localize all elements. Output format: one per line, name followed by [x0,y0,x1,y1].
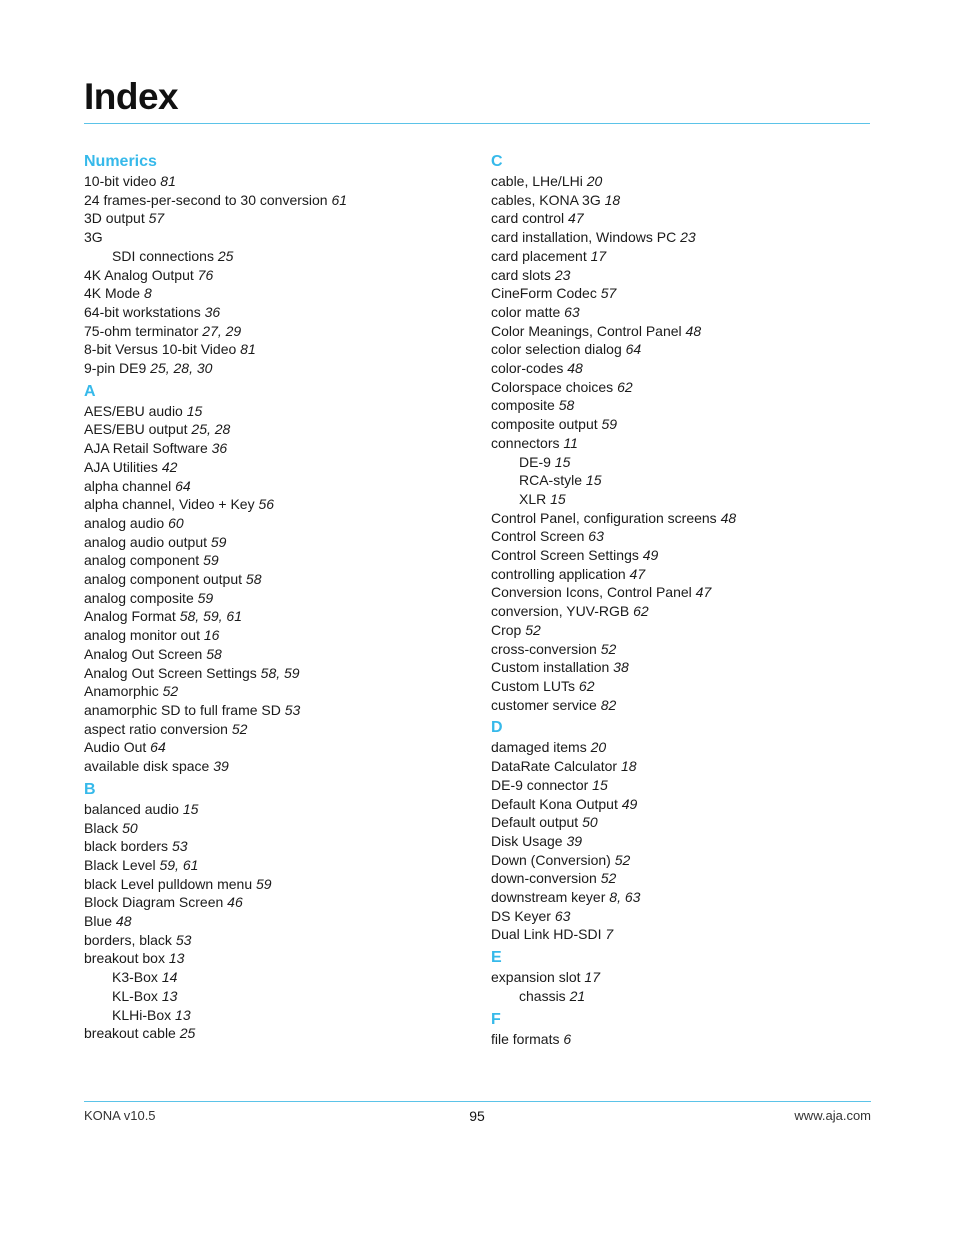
index-entry [491,757,881,776]
index-entry [491,266,881,285]
entry-pages[interactable]: 15 [592,776,608,793]
index-entry [491,228,881,247]
index-entry [491,565,881,584]
entry-pages[interactable]: 13 [168,950,185,967]
entry-pages[interactable]: 48 [115,913,132,930]
index-entry [84,266,474,285]
index-entry [84,420,474,439]
index-entry [491,527,881,546]
index-entry [491,546,881,565]
entry-term: Audio Out [84,739,147,756]
entry-term: XLR [519,490,547,507]
entry-pages[interactable]: 50 [122,819,138,836]
entry-pages[interactable]: 76 [197,266,214,283]
entry-term: downstream keyer [491,889,606,906]
entry-term: Crop [491,621,522,638]
entry-pages[interactable]: 58 [558,397,575,414]
entry-pages[interactable]: 42 [161,458,178,475]
index-entry [84,551,474,570]
index-entry [491,172,881,191]
entry-term: 10-bit video [84,173,157,189]
entry-term: Default output [491,814,579,831]
entry-term: Anamorphic [84,683,159,700]
index-entry [491,621,881,640]
index-entry [491,303,881,322]
entry-pages[interactable]: 60 [168,514,184,531]
index-entry [491,813,881,832]
index-entry [84,439,474,458]
entry-pages[interactable]: 48 [685,322,702,339]
entry-pages[interactable]: 39 [213,758,229,775]
entry-pages[interactable]: 53 [171,838,188,855]
entry-pages[interactable]: 18 [620,758,637,775]
entry-pages[interactable]: 62 [617,378,633,395]
index-entry [84,949,474,968]
entry-pages[interactable]: 63 [564,303,580,320]
index-entry [84,931,474,950]
page-title: Index [84,76,179,117]
entry-pages[interactable]: 25 [179,1025,196,1042]
page-number: 95 [469,1108,485,1124]
index-entry [491,658,881,677]
index-subentry [491,490,881,509]
index-column-right [491,151,881,1051]
entry-term: Blue [84,913,113,930]
entry-pages[interactable]: 17 [590,247,607,264]
entry-pages[interactable]: 58, 59, 61 [179,608,242,625]
index-entry [84,533,474,552]
entry-term: analog composite [84,589,194,606]
index-entry [491,1030,881,1049]
index-entry [84,912,474,931]
entry-term: analog component [84,552,200,569]
entry-term: anamorphic SD to full frame SD [84,701,281,718]
index-entry [84,359,474,378]
entry-term: customer service [491,696,597,713]
index-section [491,717,881,944]
entry-term: 3G [84,229,103,246]
entry-term: DE-9 connector [491,776,589,793]
section-heading: A [84,382,96,400]
entry-term: black borders [84,838,169,855]
entry-pages[interactable]: 18 [604,191,621,208]
entry-pages[interactable]: 48 [567,360,583,377]
entry-pages[interactable]: 23 [554,266,571,283]
entry-pages[interactable]: 52 [600,640,617,657]
entry-term: Custom installation [491,659,610,676]
entry-term: damaged items [491,739,587,756]
index-entry [491,284,881,303]
entry-term: AES/EBU output [84,421,188,438]
index-entry [84,340,474,359]
entry-term: K3-Box [112,969,158,986]
entry-term: Colorspace choices [491,378,614,395]
entry-term: alpha channel [84,477,172,494]
entry-pages[interactable]: 15 [554,453,571,470]
index-entry [491,851,881,870]
entry-term: DE-9 [519,453,551,470]
entry-term: color selection dialog [491,341,622,358]
index-entry [84,495,474,514]
index-entry [491,322,881,341]
index-subentry [491,453,881,472]
entry-pages[interactable]: 52 [525,621,541,638]
entry-term: Default Kona Output [491,795,618,812]
entry-pages[interactable]: 15 [186,402,203,419]
entry-pages[interactable]: 8 [143,285,152,302]
index-entry [491,888,881,907]
entry-term: 4K Mode [84,285,141,302]
section-heading: E [491,949,502,967]
entry-pages[interactable]: 13 [161,987,178,1004]
entry-pages[interactable]: 38 [613,659,629,676]
entry-term: chassis [519,987,566,1004]
entry-pages[interactable]: 62 [578,677,595,694]
index-entry [491,795,881,814]
entry-pages[interactable]: 36 [211,440,228,457]
index-entry [84,738,474,757]
entry-term: analog component output [84,571,243,588]
entry-term: borders, black [84,931,172,948]
index-entry [491,434,881,453]
index-entry [491,677,881,696]
entry-pages[interactable]: 57 [600,285,617,302]
entry-term: conversion, YUV-RGB [491,603,630,620]
entry-term: KLHi-Box [112,1006,172,1023]
index-entry [491,602,881,621]
index-section [491,151,881,714]
entry-pages[interactable]: 56 [258,496,275,513]
entry-pages[interactable]: 47 [568,210,584,227]
entry-term: Dual Link HD-SDI [491,926,602,943]
index-entry [491,396,881,415]
entry-term: color matte [491,303,561,320]
entry-term: composite [491,397,555,414]
entry-pages[interactable]: 25 [217,247,234,264]
entry-term: Analog Out Screen [84,645,203,662]
section-heading: Numerics [84,153,157,170]
entry-term: Color Meanings, Control Panel [491,322,682,339]
entry-term: breakout cable [84,1025,176,1042]
entry-term: RCA-style [519,472,583,489]
index-entry [491,869,881,888]
entry-term: Control Screen [491,528,585,545]
index-entry [84,322,474,341]
index-section [491,947,881,1005]
entry-pages[interactable]: 58, 59 [260,664,300,681]
index-entry [84,570,474,589]
index-section [491,1009,881,1049]
entry-term: aspect ratio conversion [84,720,228,737]
entry-pages[interactable]: 59 [197,589,214,606]
entry-term: 64-bit workstations [84,303,201,320]
entry-pages[interactable]: 58 [206,645,222,662]
entry-pages[interactable]: 81 [240,341,256,358]
entry-pages[interactable]: 21 [569,987,586,1004]
entry-pages[interactable]: 36 [204,303,221,320]
entry-pages[interactable]: 53 [284,701,301,718]
entry-pages[interactable]: 64 [150,739,166,756]
index-subentry [491,471,881,490]
entry-term: card slots [491,266,551,283]
entry-term: Black Level [84,856,156,873]
index-entry [491,907,881,926]
entry-pages[interactable]: 59 [210,533,227,550]
entry-term: CineForm Codec [491,285,597,302]
footer-product-version: KONA v10.5 [84,1108,156,1123]
entry-pages[interactable]: 52 [614,851,631,868]
index-entry [84,682,474,701]
entry-pages[interactable]: 53 [175,931,192,948]
entry-term: 75-ohm terminator [84,322,199,339]
entry-term: 9-pin DE9 [84,360,147,377]
entry-pages[interactable]: 47 [695,584,712,601]
entry-term: cable, LHe/LHi [491,173,583,189]
index-entry [84,837,474,856]
entry-pages[interactable]: 15 [182,800,199,817]
entry-term: Analog Out Screen Settings [84,664,257,681]
index-entry [84,607,474,626]
entry-pages[interactable]: 13 [175,1006,191,1023]
entry-term: cables, KONA 3G [491,191,601,208]
section-heading: B [84,780,96,798]
entry-term: analog monitor out [84,627,200,644]
entry-pages[interactable]: 58 [245,571,262,588]
entry-pages[interactable]: 59 [601,416,618,433]
entry-term: connectors [491,434,560,451]
index-entry [84,819,474,838]
entry-term: Block Diagram Screen [84,894,224,911]
index-entry [491,378,881,397]
entry-pages[interactable]: 61 [331,191,348,208]
entry-term: KL-Box [112,987,158,1004]
footer-divider [84,1101,871,1102]
entry-term: alpha channel, Video + Key [84,496,255,513]
entry-term: 24 frames-per-second to 30 conversion [84,191,328,208]
entry-pages[interactable]: 17 [584,969,600,986]
entry-term: balanced audio [84,800,179,817]
entry-pages[interactable]: 81 [160,173,176,189]
entry-term: AJA Retail Software [84,440,208,457]
index-column-left [84,151,474,1046]
entry-pages[interactable]: 63 [554,907,571,924]
entry-term: controlling application [491,565,626,582]
index-entry [84,701,474,720]
index-entry [491,968,881,987]
entry-pages[interactable]: 46 [227,894,243,911]
entry-term: Custom LUTs [491,677,576,694]
title-divider [84,123,870,124]
index-entry [491,209,881,228]
entry-term: cross-conversion [491,640,597,657]
index-entry [84,191,474,210]
index-entry [84,893,474,912]
index-entry [84,589,474,608]
entry-pages[interactable]: 50 [582,814,598,831]
entry-pages[interactable]: 15 [585,472,602,489]
index-entry [84,800,474,819]
index-entry [84,514,474,533]
entry-term: DataRate Calculator [491,758,618,775]
entry-pages[interactable]: 20 [590,739,607,756]
entry-term: card control [491,210,565,227]
entry-pages[interactable]: 6 [563,1030,572,1047]
index-entry [491,738,881,757]
section-heading: F [491,1010,501,1028]
index-entry [84,402,474,421]
entry-pages[interactable]: 25, 28, 30 [150,360,213,377]
entry-pages[interactable]: 8, 63 [609,889,641,906]
section-heading: C [491,153,503,170]
entry-term: Control Panel, configuration screens [491,509,717,526]
entry-pages[interactable]: 23 [680,229,696,246]
index-section [84,381,474,776]
index-entry [491,583,881,602]
entry-pages[interactable]: 52 [231,720,248,737]
entry-term: analog audio output [84,533,207,550]
index-subentry [84,247,474,266]
index-entry [491,415,881,434]
index-entry [491,191,881,210]
entry-pages[interactable]: 48 [720,509,737,526]
entry-term: Black [84,819,119,836]
entry-term: down-conversion [491,870,597,887]
index-entry [84,1024,474,1043]
index-entry [491,247,881,266]
entry-term: card placement [491,247,587,264]
entry-pages[interactable]: 59 [203,552,219,569]
entry-pages[interactable]: 49 [642,547,659,564]
entry-pages[interactable]: 59, 61 [159,856,199,873]
entry-pages[interactable]: 57 [148,210,165,227]
index-entry [84,303,474,322]
index-entry [84,720,474,739]
entry-pages[interactable]: 52 [162,683,179,700]
entry-term: expansion slot [491,969,581,986]
entry-term: card installation, Windows PC [491,229,677,246]
index-entry [84,209,474,228]
index-entry [491,832,881,851]
entry-pages[interactable]: 11 [563,434,578,451]
entry-pages[interactable]: 25, 28 [191,421,231,438]
index-entry [491,509,881,528]
index-entry [84,664,474,683]
entry-term: 4K Analog Output [84,266,194,283]
entry-term: black Level pulldown menu [84,875,253,892]
index-entry [491,640,881,659]
index-entry [491,696,881,715]
entry-pages[interactable]: 7 [605,926,614,943]
index-entry [84,477,474,496]
entry-term: analog audio [84,514,165,531]
index-entry [84,875,474,894]
entry-pages[interactable]: 14 [161,969,178,986]
index-entry [84,228,474,247]
index-section [84,151,474,378]
entry-pages[interactable]: 15 [550,490,566,507]
entry-pages[interactable]: 52 [600,870,617,887]
entry-pages[interactable]: 16 [203,627,220,644]
index-subentry [84,968,474,987]
entry-term: Disk Usage [491,832,563,849]
index-entry [84,856,474,875]
entry-pages[interactable]: 39 [566,832,583,849]
index-entry [84,284,474,303]
entry-pages[interactable]: 64 [175,477,191,494]
index-subentry [84,987,474,1006]
entry-pages[interactable]: 49 [621,795,638,812]
index-section [84,779,474,1043]
entry-term: Down (Conversion) [491,851,611,868]
index-entry [84,626,474,645]
entry-pages[interactable]: 63 [588,528,604,545]
entry-pages[interactable]: 64 [625,341,642,358]
entry-pages[interactable]: 82 [600,696,617,713]
entry-term: AES/EBU audio [84,402,183,419]
entry-term: Control Screen Settings [491,547,639,564]
index-entry [491,340,881,359]
index-entry [491,925,881,944]
entry-pages[interactable]: 27, 29 [202,322,242,339]
entry-term: DS Keyer [491,907,551,924]
entry-pages[interactable]: 62 [633,603,649,620]
entry-pages[interactable]: 20 [586,173,603,189]
entry-term: AJA Utilities [84,458,158,475]
index-entry [84,757,474,776]
index-entry [491,359,881,378]
index-subentry [491,987,881,1006]
entry-term: Analog Format [84,608,176,625]
entry-term: SDI connections [112,247,214,264]
entry-term: composite output [491,416,598,433]
index-subentry [84,1006,474,1025]
entry-pages[interactable]: 59 [256,875,272,892]
index-entry [491,776,881,795]
entry-term: 3D output [84,210,145,227]
entry-term: file formats [491,1030,560,1047]
index-entry [84,645,474,664]
entry-term: color-codes [491,360,564,377]
entry-term: Conversion Icons, Control Panel [491,584,692,601]
entry-term: available disk space [84,758,210,775]
index-entry [84,172,474,191]
section-heading: D [491,719,503,737]
entry-term: 8-bit Versus 10-bit Video [84,341,237,358]
index-entry [84,458,474,477]
entry-pages[interactable]: 47 [629,565,646,582]
footer-website: www.aja.com [794,1108,871,1123]
entry-term: breakout box [84,950,165,967]
